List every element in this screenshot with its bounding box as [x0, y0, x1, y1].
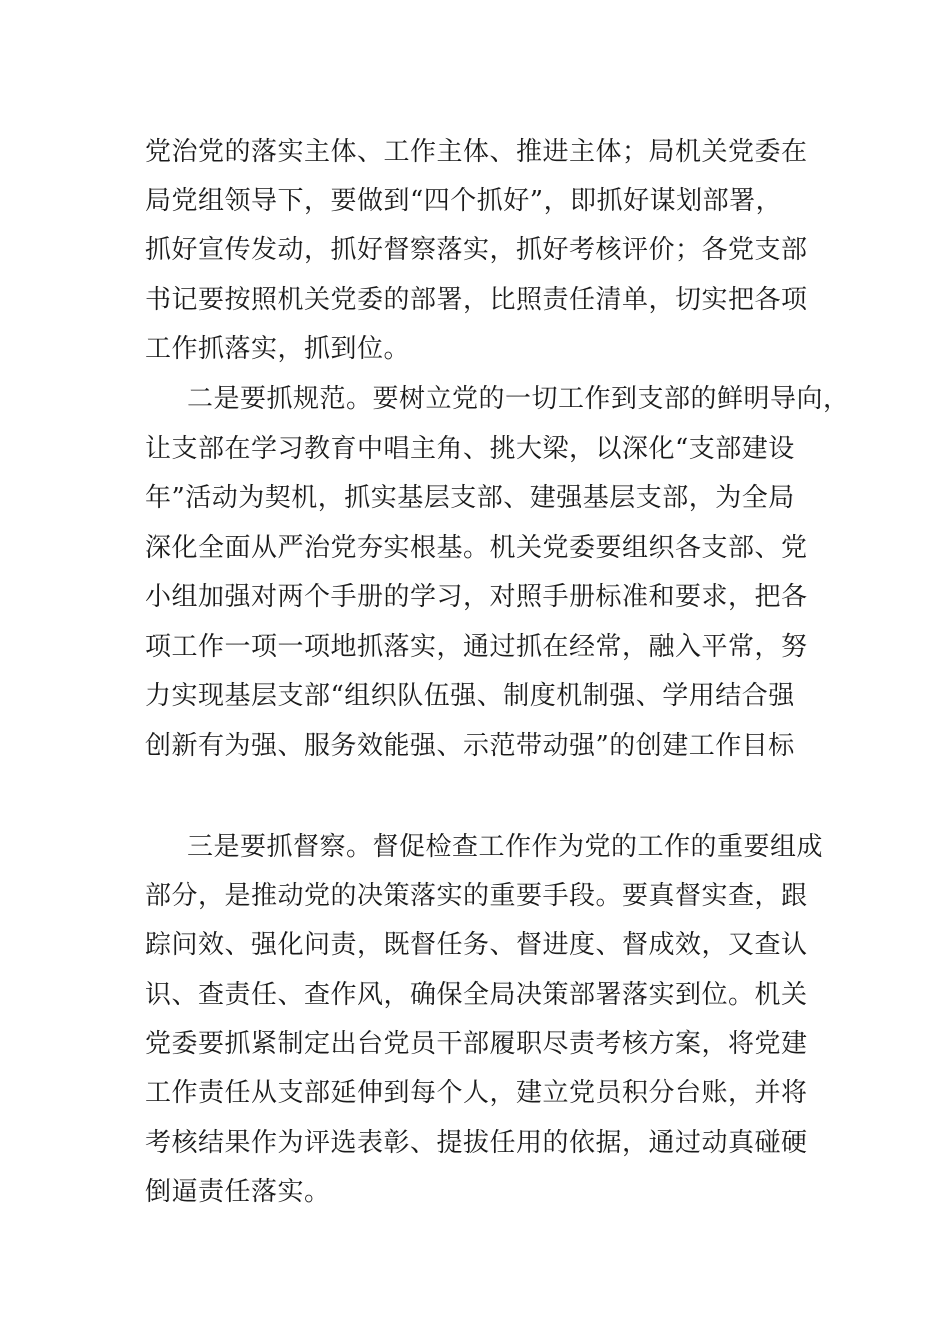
paragraph-3-line-3: 踪问效、强化问责，既督任务、督进度、督成效，又查认: [145, 930, 808, 960]
paragraph-3-line-2: 部分，是推动党的决策落实的重要手段。要真督实查，跟: [145, 881, 808, 911]
paragraph-2-line-2: 让支部在学习教育中唱主角、挑大梁，以深化“支部建设: [145, 434, 795, 464]
paragraph-3-line-7: 考核结果作为评选表彰、提拔任用的依据，通过动真碰硬: [145, 1128, 808, 1158]
paragraph-2-line-6: 项工作一项一项地抓落实，通过抓在经常，融入平常，努: [145, 632, 808, 662]
paragraph-3-line-4: 识、查责任、查作风，确保全局决策部署落实到位。机关: [145, 980, 808, 1010]
paragraph-1-line-2: 局党组领导下，要做到“四个抓好”，即抓好谋划部署，: [145, 186, 783, 216]
paragraph-1-line-1: 党治党的落实主体、工作主体、推进主体；局机关党委在: [145, 137, 808, 167]
paragraph-2-line-5: 小组加强对两个手册的学习，对照手册标准和要求，把各: [145, 582, 808, 612]
paragraph-1-line-3: 抓好宣传发动，抓好督察落实，抓好考核评价；各党支部: [145, 235, 808, 265]
paragraph-2-line-4: 深化全面从严治党夯实根基。机关党委要组织各支部、党: [145, 533, 808, 563]
paragraph-1-line-5: 工作抓落实，抓到位。: [145, 334, 411, 364]
paragraph-3-line-1: 三是要抓督察。督促检查工作作为党的工作的重要组成: [187, 832, 824, 862]
paragraph-2-line-3: 年”活动为契机，抓实基层支部、建强基层支部，为全局: [145, 483, 795, 513]
paragraph-3-line-8: 倒逼责任落实。: [145, 1177, 331, 1207]
paragraph-2-line-8: 创新有为强、服务效能强、示范带动强”的创建工作目标: [145, 731, 795, 761]
paragraph-1-line-4: 书记要按照机关党委的部署，比照责任清单，切实把各项: [145, 285, 808, 315]
paragraph-2-line-1: 二是要抓规范。要树立党的一切工作到支部的鲜明导向，: [187, 384, 850, 414]
paragraph-2-line-7: 力实现基层支部“组织队伍强、制度机制强、学用结合强: [145, 681, 795, 711]
paragraph-3-line-6: 工作责任从支部延伸到每个人，建立党员积分台账，并将: [145, 1078, 808, 1108]
paragraph-3-line-5: 党委要抓紧制定出台党员干部履职尽责考核方案，将党建: [145, 1029, 808, 1059]
